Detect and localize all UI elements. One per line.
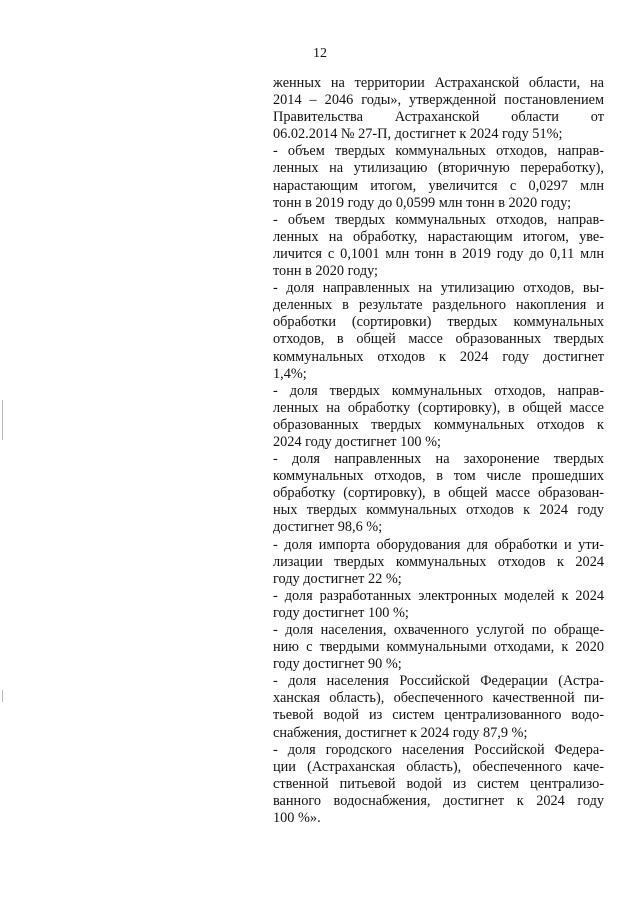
text-line: - доля населения, охваченного услугой по обраще- <box>273 622 604 638</box>
text-line: 100 %». <box>273 810 321 827</box>
document-body <box>273 75 604 827</box>
list-paragraph <box>273 212 604 280</box>
text-line: личится с 0,1001 млн тонн в 2019 году до 0,11 млн <box>273 245 604 262</box>
list-paragraph <box>273 75 604 143</box>
scan-artifact-mark <box>2 690 3 702</box>
text-line: - объем твердых коммунальных отходов, направ- <box>273 211 604 228</box>
text-line: ных твердых коммунальных отходов к 2024 году <box>273 502 604 519</box>
text-line: тонн в 2020 году; <box>273 263 379 280</box>
text-line: тьевой водой из систем централизованного водо- <box>273 707 604 724</box>
list-paragraph <box>273 537 604 588</box>
list-paragraph <box>273 383 604 451</box>
page-number: 12 <box>313 46 327 61</box>
text-line: ванного водоснабжения, достигнет к 2024 году <box>273 792 604 809</box>
text-line: коммунальных отходов к 2024 году достигнет <box>273 348 604 365</box>
text-line: году достигнет 100 %; <box>273 604 409 621</box>
text-line: образованных твердых коммунальных отходов к <box>273 416 604 433</box>
text-line: 2014 – 2046 годы», утвержденной постановлением <box>273 92 604 109</box>
text-line: ленных на утилизацию (вторичную переработку), <box>273 160 604 177</box>
list-paragraph <box>273 622 604 673</box>
text-line: году достигнет 90 %; <box>273 656 402 673</box>
text-line: 06.02.2014 № 27-П, достигнет к 2024 году 51%; <box>273 126 563 143</box>
list-paragraph <box>273 280 604 383</box>
text-line: 2024 году достигнет 100 %; <box>273 433 442 450</box>
text-line: - доля направленных на утилизацию отходов, вы- <box>273 280 604 297</box>
text-line: ленных на обработку (сортировку), в общей массе <box>273 399 604 416</box>
list-paragraph <box>273 143 604 211</box>
text-line: - доля импорта оборудования для обработки и ути- <box>273 536 604 553</box>
text-line: коммунальных отходов, в том числе прошедших <box>273 468 604 485</box>
text-line: нию с твердыми коммунальными отходами, к 2020 <box>273 639 604 656</box>
text-line: женных на территории Астраханской области, на <box>273 75 604 91</box>
text-line: - доля населения Российской Федерации (Астра- <box>273 673 604 690</box>
text-line: 1,4%; <box>273 365 307 382</box>
text-line: - доля твердых коммунальных отходов, направ- <box>273 382 604 399</box>
text-line: - доля городского населения Российской Федера- <box>273 741 604 758</box>
text-line: - доля направленных на захоронение твердых <box>273 451 604 468</box>
text-line: ханская область), обеспеченного качественной пи- <box>273 690 604 707</box>
text-line: снабжения, достигнет к 2024 году 87,9 %; <box>273 724 528 741</box>
list-paragraph <box>273 673 604 741</box>
list-paragraph <box>273 742 604 827</box>
text-line: ции (Астраханская область), обеспеченного каче- <box>273 758 604 775</box>
scan-artifact-mark <box>2 400 3 440</box>
text-line: обработку (сортировку), в общей массе образован- <box>273 485 604 502</box>
list-paragraph <box>273 588 604 622</box>
text-line: деленных в результате раздельного накопления и <box>273 297 604 314</box>
text-line: нарастающим итогом, увеличится с 0,0297 млн <box>273 177 604 194</box>
text-line: ственной питьевой водой из систем централизо- <box>273 775 604 792</box>
text-line: - доля разработанных электронных моделей к 2024 <box>273 587 604 604</box>
text-line: отходов, в общей массе образованных твердых <box>273 331 604 348</box>
text-line: достигнет 98,6 %; <box>273 519 383 536</box>
text-line: году достигнет 22 %; <box>273 570 402 587</box>
text-line: Правительства Астраханской области от <box>273 109 604 126</box>
text-line: лизации твердых коммунальных отходов к 2024 <box>273 553 604 570</box>
list-paragraph <box>273 451 604 536</box>
text-line: обработки (сортировки) твердых коммунальных <box>273 314 604 331</box>
text-line: - объем твердых коммунальных отходов, направ- <box>273 143 604 160</box>
text-line: ленных на обработку, нарастающим итогом, уве- <box>273 228 604 245</box>
text-line: тонн в 2019 году до 0,0599 млн тонн в 2020 году; <box>273 194 572 211</box>
